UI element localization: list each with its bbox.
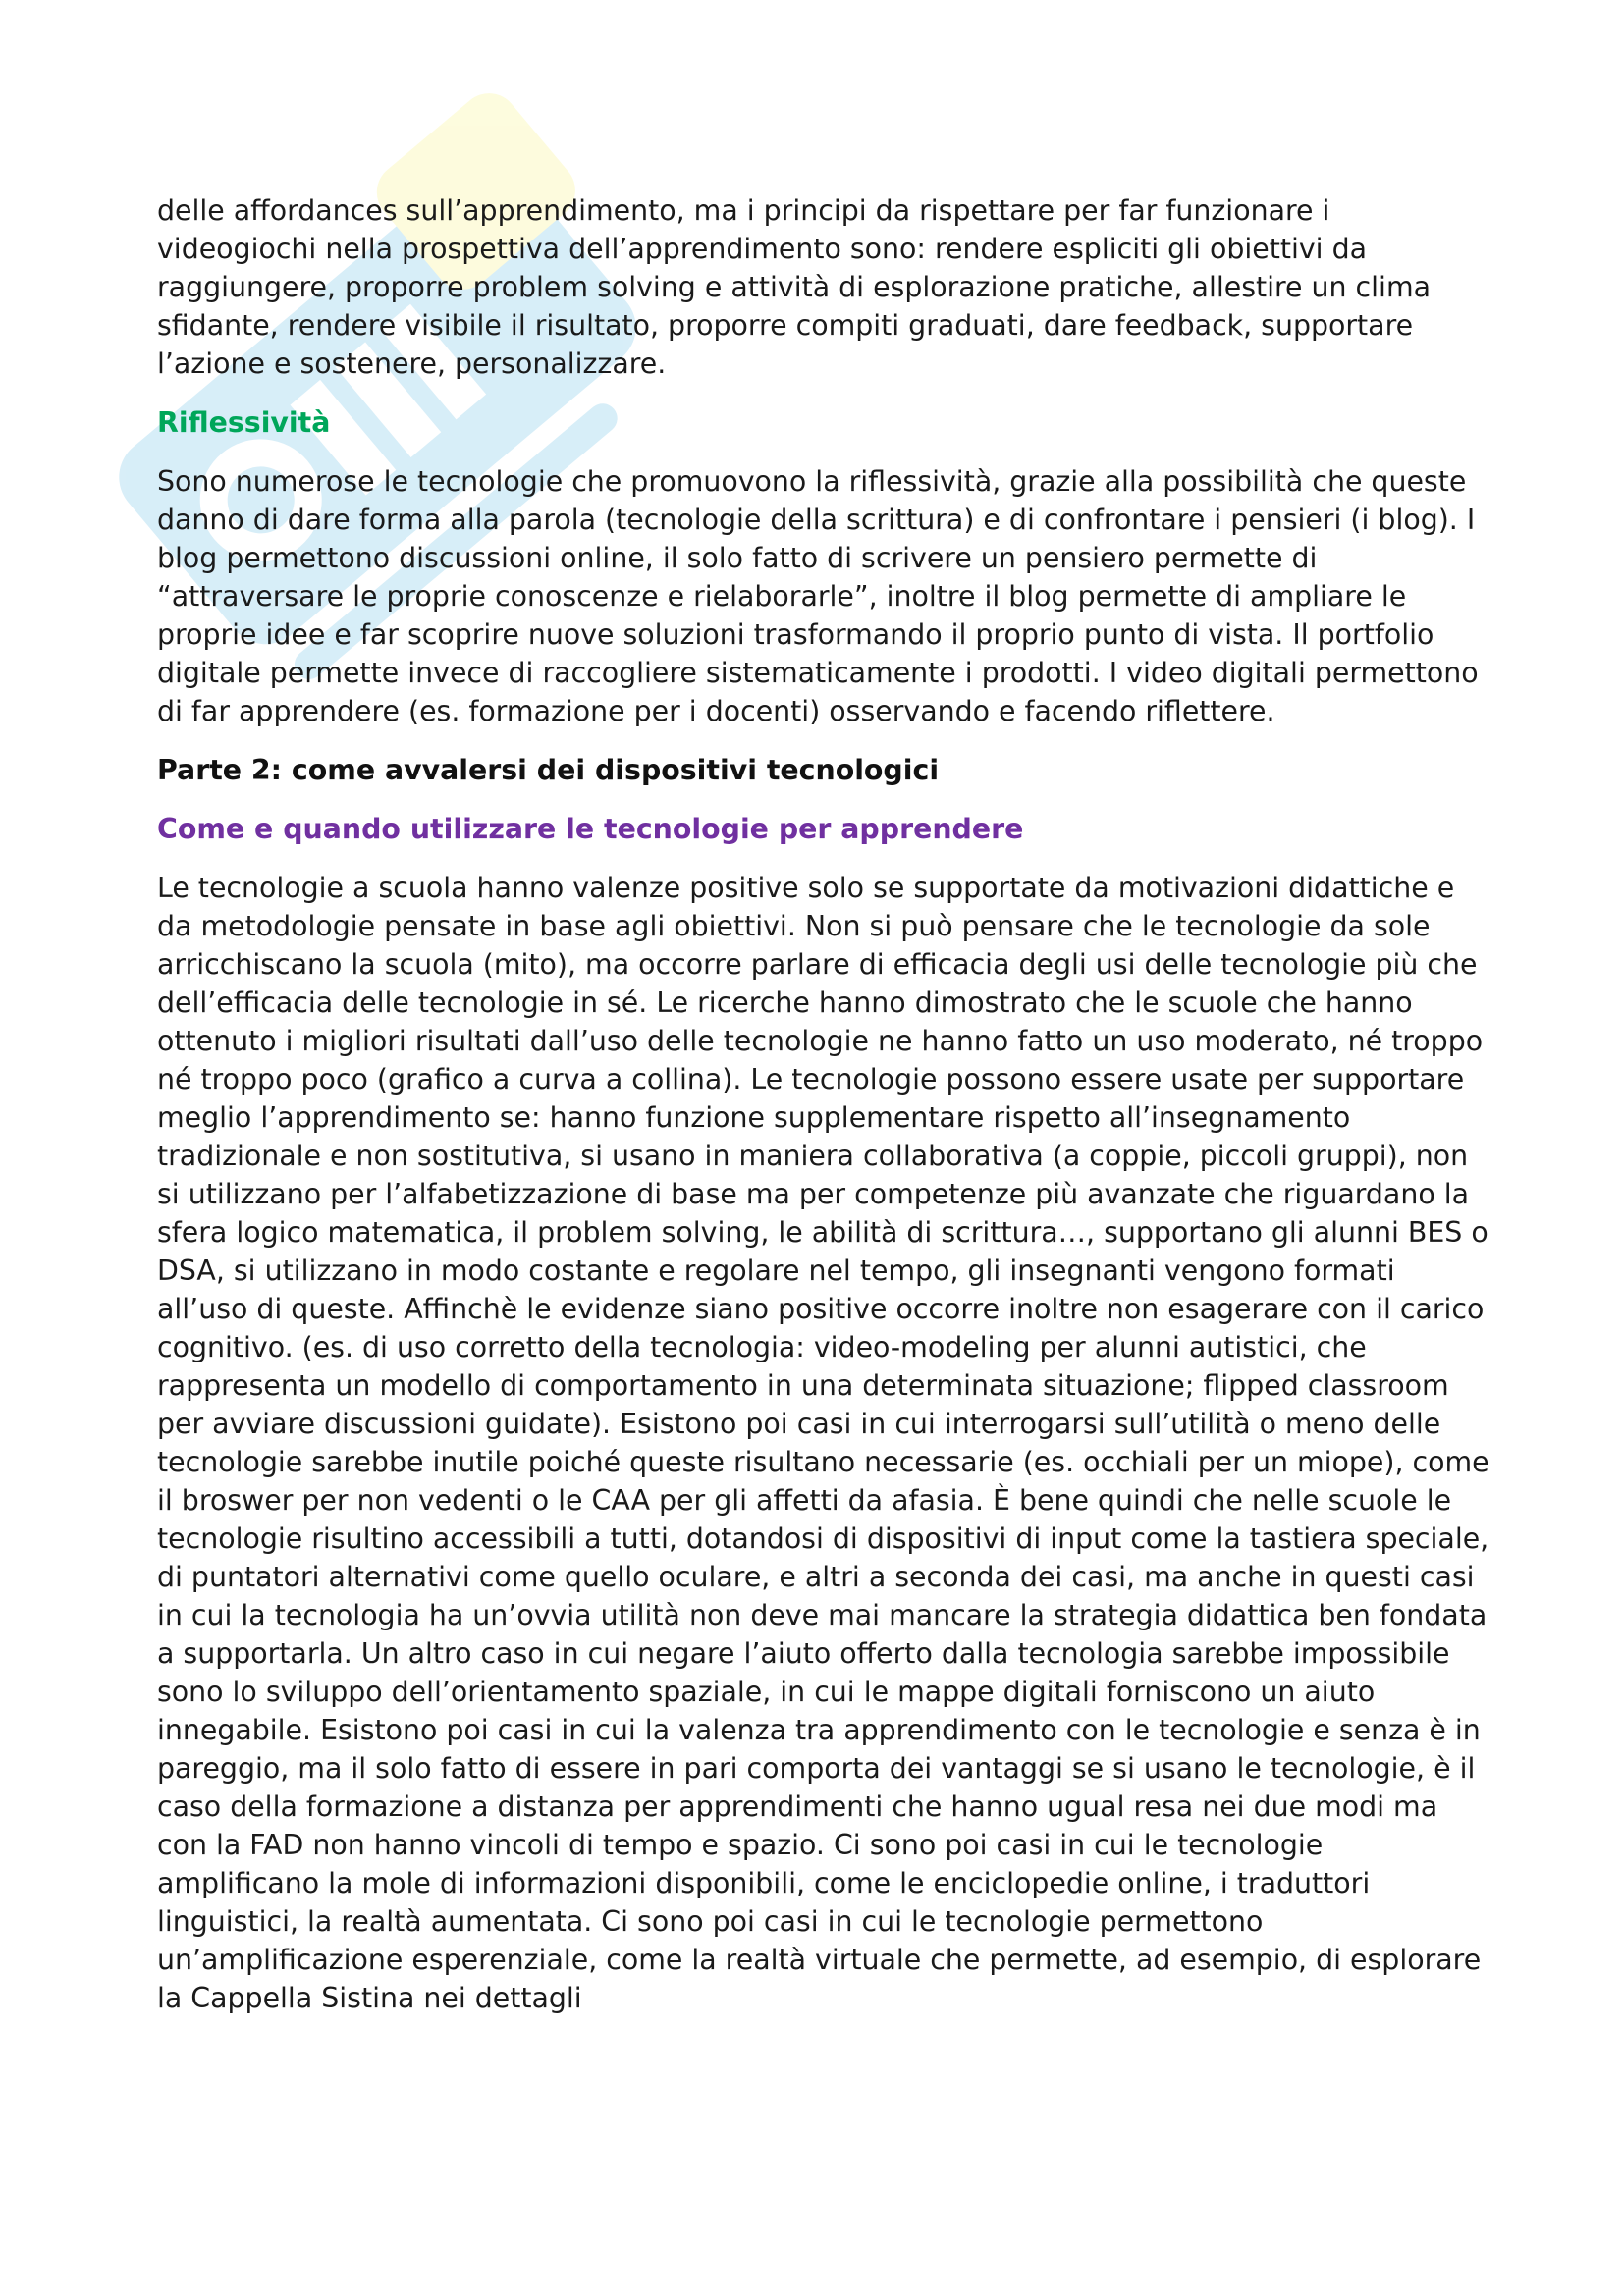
paragraph-come-quando: Le tecnologie a scuola hanno valenze positive solo se supportate da motivazioni didattiche e da metodologie pensate in base agli obiettivi. Non si può pensare che le tecnologie da sole arricchiscano la scuola (mito), ma occorre parlare di efficacia degli usi delle tecnologie più che dell’efficacia delle tecnologie in sé. Le ricerche hanno dimostrato che le scuole che hanno ottenuto i migliori risultati dall’uso delle tecnologie ne hanno fatto un uso moderato, né troppo né troppo poco (grafico a curva a collina). Le tecnologie possono essere usate per supportare meglio l’apprendimento se: hanno funzione supplementare rispetto all’insegnamento tradizionale e non sostitutiva, si usano in maniera collaborativa (a coppie, piccoli gruppi), non si utilizzano per l’alfabetizzazione di base ma per competenze più avanzate che riguardano la sfera logico matematica, il problem solving, le abilità di scrittura…, supportano gli alunni BES o DSA, si utilizzano in modo costante e regolare nel tempo, gli insegnanti vengono formati all’uso di queste. Affinchè le evidenze siano positive occorre inoltre non esagerare con il carico cognitivo. (es. di uso corretto della tecnologia: video-modeling per alunni autistici, che rappresenta un modello di comportamento in una determinata situazione; flipped classroom per avviare discussioni guidate). Esistono poi casi in cui interrogarsi sull’utilità o meno delle tecnologie sarebbe inutile poiché queste risultano necessarie (es. occhiali per un miope), come il broswer per non vedenti o le CAA per gli affetti da afasia. È bene quindi che nelle scuole le tecnologie risultino accessibili a tutti, dotandosi di dispositivi di input come la tastiera speciale, di puntatori alternativi come quello oculare, e altri a seconda dei casi, ma anche in questi casi in cui la tecnologia ha un’ovvia utilità non deve mai mancare la strategia didattica ben fondata a supportarla. Un altro caso in cui negare l’aiuto offerto dalla tecnologia sarebbe impossibile sono lo sviluppo dell’orientamento spaziale, in cui le mappe digitali forniscono un aiuto innegabile. Esistono poi casi in cui la valenza tra apprendimento con le tecnologie e senza è in pareggio, ma il solo fatto di essere in pari comporta dei vantaggi se si usano le tecnologie, è il caso della formazione a distanza per apprendimenti che hanno ugual resa nei due modi ma con la FAD non hanno vincoli di tempo e spazio. Ci sono poi casi in cui le tecnologie amplificano la mole di informazioni disponibili, come le enciclopedie online, i traduttori linguistici, la realtà aumentata. Ci sono poi casi in cui le tecnologie permettono un’amplificazione esperenziale, come la realtà virtuale che permette, ad esempio, di esplorare la Cappella Sistina nei dettagli	[157, 872, 1489, 2014]
heading-riflessivita: Riflessività	[157, 406, 331, 439]
paragraph-riflessivita: Sono numerose le tecnologie che promuovono la riflessività, grazie alla possibilità che queste danno di dare forma alla parola (tecnologie della scrittura) e di confrontare i pensieri (i blog). I blog permettono discussioni online, il solo fatto di scrivere un pensiero permette di “attraversare le proprie conoscenze e rielaborarle”, inoltre il blog permette di ampliare le proprie idee e far scoprire nuove soluzioni trasformando il proprio punto di vista. Il portfolio digitale permette invece di raccogliere sistematicamente i prodotti. I video digitali permettono di far apprendere (es. formazione per i docenti) osservando e facendo riflettere.	[157, 465, 1479, 727]
paragraph-videogames: delle affordances sull’apprendimento, ma i principi da rispettare per far funzionare i videogiochi nella prospettiva dell’apprendimento sono: rendere espliciti gli obiettivi da raggiungere, proporre problem solving e attività di esplorazione pratiche, allestire un clima sfidante, rendere visibile il risultato, proporre compiti graduati, dare feedback, supportare l’azione e sostenere, personalizzare.	[157, 194, 1431, 380]
heading-parte-2: Parte 2: come avvalersi dei dispositivi tecnologici	[157, 754, 940, 786]
heading-come-quando: Come e quando utilizzare le tecnologie per apprendere	[157, 813, 1024, 845]
document-page	[157, 191, 1492, 2017]
